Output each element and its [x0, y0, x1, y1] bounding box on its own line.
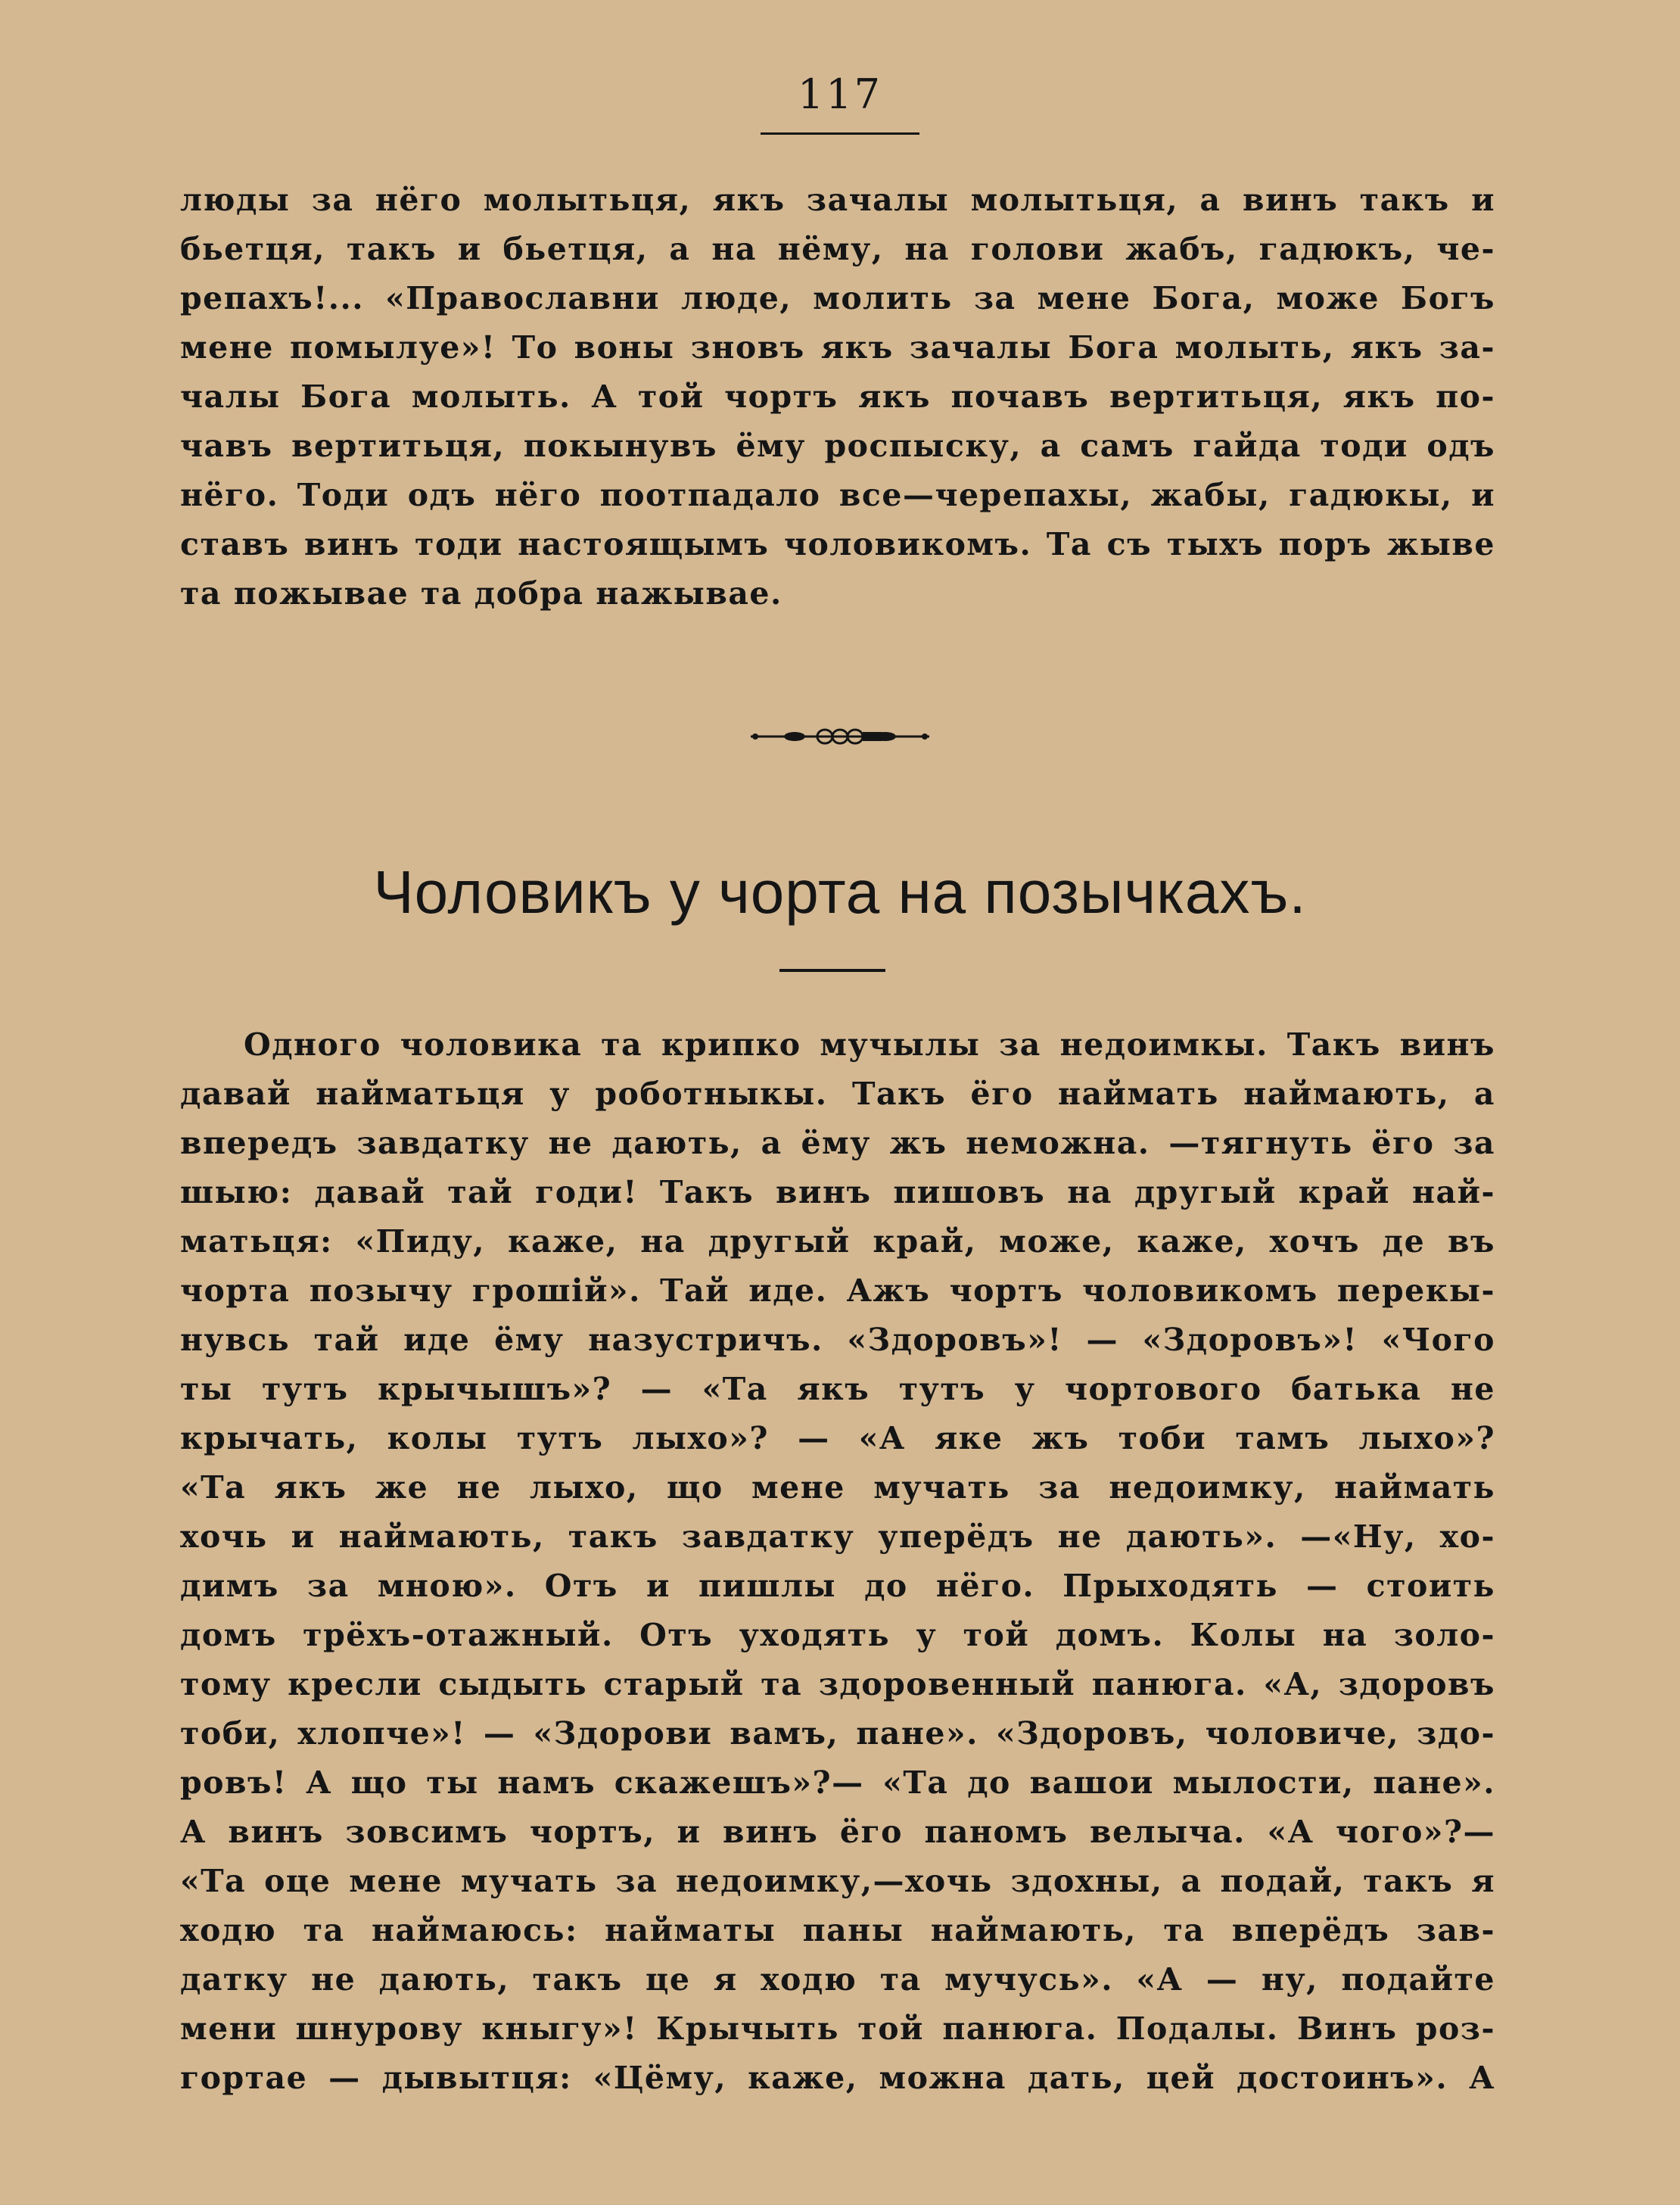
- text-line: люды за нёго молытьця, якъ зачалы молытьця, а винъ такъ и: [180, 182, 1495, 218]
- page-number: 117: [797, 70, 883, 118]
- text-line: датку не дають, такъ це я ходю та мучусь». «А — ну, подайте: [180, 1961, 1495, 1998]
- text-line: репахъ!... «Православни люде, молить за мене Бога, може Богъ: [180, 280, 1495, 316]
- text-block-bottom: [180, 1020, 1495, 2103]
- text-line: «Та якъ же не лыхо, що мене мучать за недоимку, наймать: [180, 1469, 1495, 1506]
- text-line: ставъ винъ тоди настоящымъ чоловикомъ. Та съ тыхъ поръ жыве: [180, 526, 1495, 562]
- title-rule: [779, 969, 885, 972]
- text-line: димъ за мною». Отъ и пишлы до нёго. Прыходять — стоить: [180, 1568, 1495, 1604]
- ornament-divider-icon: [749, 725, 931, 748]
- text-line: матьця: «Пиду, каже, на другый край, може, каже, хочъ де въ: [180, 1223, 1495, 1260]
- text-line: ровъ! А що ты намъ скажешъ»?— «Та до вашои мылости, пане».: [180, 1764, 1495, 1801]
- text-line: давай найматьця у роботныкы. Такъ ёго наймать наймають, а: [180, 1076, 1495, 1112]
- text-line: «Та оце мене мучать за недоимку,—хочь здохны, а подай, такъ я: [180, 1863, 1495, 1899]
- text-line: ты тутъ крычышъ»? — «Та якъ тутъ у чортового батька не: [180, 1371, 1495, 1407]
- page-number-rule: [761, 132, 919, 135]
- text-line: тоби, хлопче»! — «Здорови вамъ, пане». «Здоровъ, чоловиче, здо-: [180, 1715, 1495, 1752]
- text-line: ходю та наймаюсь: найматы паны наймають, та вперёдъ зав-: [180, 1912, 1495, 1948]
- text-line: мене помылуе»! То воны зновъ якъ зачалы Бога молыть, якъ за-: [180, 329, 1495, 366]
- text-line: домъ трёхъ-отажный. Отъ уходять у той домъ. Колы на золо-: [180, 1617, 1495, 1653]
- text-line: нувсь тай иде ёму назустричъ. «Здоровъ»! — «Здоровъ»! «Чого: [180, 1322, 1495, 1358]
- text-line: Одного чоловика та крипко мучылы за недоимкы. Такъ винъ: [244, 1026, 1495, 1063]
- text-line: чалы Бога молыть. А той чортъ якъ почавъ вертитьця, якъ по-: [180, 378, 1495, 415]
- text-line: чавъ вертитьця, покынувъ ёму роспыску, а самъ гайда тоди одъ: [180, 428, 1495, 464]
- text-line: А винъ зовсимъ чортъ, и винъ ёго паномъ велыча. «А чого»?—: [180, 1814, 1495, 1850]
- text-line: тому кресли сыдыть старый та здоровенный панюга. «А, здоровъ: [180, 1666, 1495, 1702]
- text-line: бьетця, такъ и бьетця, а на нёму, на голови жабъ, гадюкъ, че-: [180, 231, 1495, 267]
- text-line: нёго. Тоди одъ нёго поотпадало все—черепахы, жабы, гадюкы, и: [180, 477, 1495, 513]
- text-line: шыю: давай тай годи! Такъ винъ пишовъ на другый край най-: [180, 1174, 1495, 1210]
- text-line: та пожывае та добра нажывае.: [180, 575, 782, 612]
- text-line: чорта позычу грошій». Тай иде. Ажъ чортъ чоловикомъ перекы-: [180, 1272, 1495, 1309]
- text-line: гортае — дывытця: «Цёму, каже, можна дать, цей достоинъ». А: [180, 2060, 1495, 2096]
- text-line: крычать, колы тутъ лыхо»? — «А яке жъ тоби тамъ лыхо»?: [180, 1420, 1495, 1456]
- story-title: Чоловикъ у чорта на позычкахъ.: [373, 858, 1307, 926]
- text-line: хочь и наймають, такъ завдатку уперёдъ не дають». —«Ну, хо-: [180, 1518, 1495, 1555]
- text-line: мени шнурову кныгу»! Крычыть той панюга. Подалы. Винъ роз-: [180, 2010, 1495, 2047]
- text-block-top: [180, 176, 1495, 618]
- text-line: впередъ завдатку не дають, а ёму жъ неможна. —тягнуть ёго за: [180, 1125, 1495, 1161]
